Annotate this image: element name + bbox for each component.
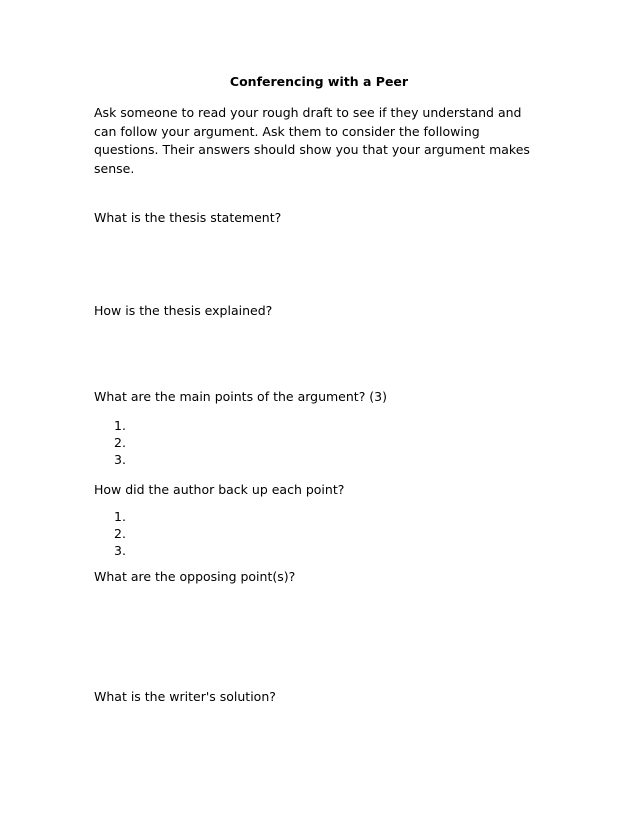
intro-line: can follow your argument. Ask them to consider the following xyxy=(94,123,480,139)
intro-line: Ask someone to read your rough draft to see if they understand and xyxy=(94,105,522,120)
document-title: Conferencing with a Peer xyxy=(229,74,409,89)
intro-line: questions. Their answers should show you that your argument makes xyxy=(94,142,530,157)
main-point-item-3: 3. xyxy=(114,452,126,467)
question-back-up: How did the author back up each point? xyxy=(94,482,345,497)
back-up-item-2: 2. xyxy=(114,526,126,541)
question-solution: What is the writer's solution? xyxy=(94,689,276,704)
intro-line: sense. xyxy=(94,160,135,176)
question-thesis-explained: How is the thesis explained? xyxy=(94,303,273,318)
question-thesis: What is the thesis statement? xyxy=(94,210,282,225)
back-up-item-1: 1. xyxy=(114,509,126,524)
back-up-item-3: 3. xyxy=(114,543,126,558)
main-point-item-1: 1. xyxy=(114,418,126,433)
main-point-item-2: 2. xyxy=(114,435,126,450)
question-main-points: What are the main points of the argument? (3) xyxy=(94,389,388,404)
intro-paragraph xyxy=(94,104,554,178)
question-opposing: What are the opposing point(s)? xyxy=(94,569,296,584)
